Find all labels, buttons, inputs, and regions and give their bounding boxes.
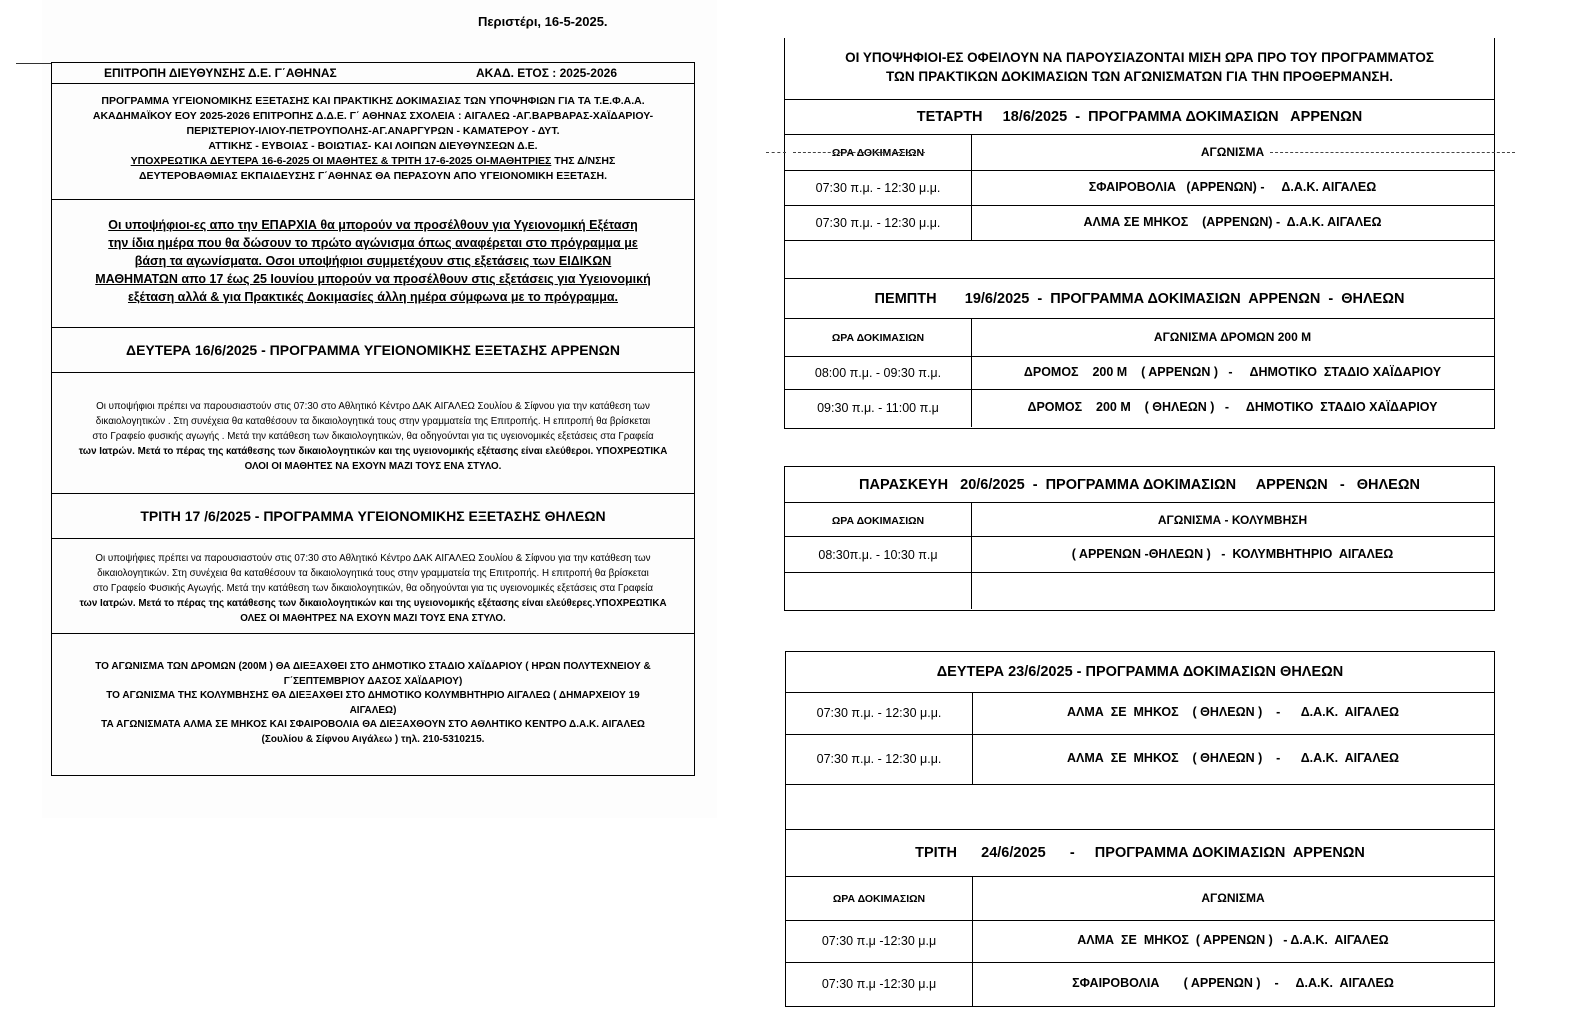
notice-line: Οι υποψήφιοι-ες απο την ΕΠΑΡΧΙΑ θα μπορούν να προσέλθουν για Υγειονομική Εξέταση: [108, 218, 638, 232]
instruction-line: ΟΛΕΣ ΟΙ ΜΑΘΗΤΡΕΣ ΝΑ ΕΧΟΥΝ ΜΑΖΙ ΤΟΥΣ ΕΝΑ ΣΤΥΛΟ.: [240, 613, 506, 624]
spacer-row: [786, 785, 1494, 830]
instruction-line: των Ιατρών. Μετά το πέρας της κατάθεσης των δικαιολογητικών και της υγειονομικής εξέτασης είναι ελεύθερες.ΥΠΟΧΡΕΩΤΙΚΑ: [79, 598, 667, 609]
instruction-line: των Ιατρών. Μετά το πέρας της κατάθεσης των δικαιολογητικών και της υγειονομικής εξέτασης είναι ελεύθεροι. ΥΠΟΧΡΕΩΤΙΚΑ: [78, 446, 668, 457]
tuesday-health-title: ΤΡΙΤΗ 17 /6/2025 - ΠΡΟΓΡΑΜΜΑ ΥΓΕΙΟΝΟΜΙΚΗΣ ΕΞΕΤΑΣΗΣ ΘΗΛΕΩΝ: [52, 494, 694, 539]
tuesday-24-header-row: [786, 877, 1494, 921]
row-event: ( ΑΡΡΕΝΩΝ -ΘΗΛΕΩΝ ) - ΚΟΛΥΜΒΗΤΗΡΙΟ ΑΙΓΑΛΕΩ: [1071, 547, 1394, 561]
header-event: ΑΓΩΝΙΣΜΑ: [1200, 145, 1265, 159]
venue-line: (Σουλίου & Σίφνου Αιγάλεω ) τηλ. 210-5310215.: [261, 733, 485, 745]
notice-line: ΜΑΘΗΜΑΤΩΝ απο 17 έως 25 Ιουνίου μπορούν να προσέλθουν στις εξετάσεις για Υγειονομική: [95, 272, 651, 286]
row-time: 07:30 π.μ. - 12:30 μ.μ.: [815, 216, 941, 230]
monday-instructions: [52, 373, 694, 494]
row-time: 08:30π.μ. - 10:30 π.μ: [818, 548, 938, 562]
header-time: ΩΡΑ ΔΟΚΙΜΑΣΙΩΝ: [831, 147, 925, 159]
venue-line: ΑΙΓΑΛΕΩ): [349, 704, 397, 716]
venue-line: ΤΟ ΑΓΩΝΙΣΜΑ ΤΩΝ ΔΡΟΜΩΝ (200Μ ) ΘΑ ΔΙΕΞΑΧΘΕΙ ΣΤΟ ΔΗΜΟΤΙΚΟ ΣΤΑΔΙΟ ΧΑΪΔΑΡΙΟΥ ( ΗΡΩΝ ΠΟΛΥΤΕΧΝΕΙΟΥ &: [95, 661, 651, 672]
header-event: ΑΓΩΝΙΣΜΑ - ΚΟΛΥΜΒΗΣΗ: [1157, 513, 1308, 527]
mandatory-line: [52, 154, 694, 169]
row-event: ΑΛΜΑ ΣΕ ΜΗΚΟΣ ( ΘΗΛΕΩΝ ) - Δ.Α.Κ. ΑΙΓΑΛΕΩ: [1066, 751, 1400, 765]
mandatory-underlined: ΥΠΟΧΡΕΩΤΙΚΑ ΔΕΥΤΕΡΑ 16-6-2025 ΟΙ ΜΑΘΗΤΕΣ & ΤΡΙΤΗ 17-6-2025 ΟΙ-ΜΑΘΗΤΡΙΕΣ: [130, 155, 552, 167]
row-event: ΔΡΟΜΟΣ 200 Μ ( ΘΗΛΕΩΝ ) - ΔΗΜΟΤΙΚΟ ΣΤΑΔΙΟ ΧΑΪΔΑΡΙΟΥ: [1027, 400, 1438, 414]
row-event: ΣΦΑΙΡΟΒΟΛΙΑ (ΑΡΡΕΝΩΝ) - Δ.Α.Κ. ΑΙΓΑΛΕΩ: [1088, 180, 1377, 194]
committee-header-row: [52, 63, 694, 84]
instruction-line: στο Γραφείο Φυσικής Αγωγής. Μετά την κατάθεση των δικαιολογητικών, θα οδηγούνται για τις υγειονομικές εξετάσεις στα Γραφεία: [92, 583, 654, 594]
instruction-line: Οι υποψήφιες πρέπει να παρουσιαστούν στις 07:30 στο Αθλητικό Κέντρο ΔΑΚ ΑΙΓΑΛΕΩ Σουλίου & Σίφνου για την κατάθεση των: [95, 553, 651, 564]
thursday-title: ΠΕΜΠΤΗ 19/6/2025 - ΠΡΟΓΡΑΜΜΑ ΔΟΚΙΜΑΣΙΩΝ ΑΡΡΕΝΩΝ - ΘΗΛΕΩΝ: [785, 279, 1494, 319]
program-line: ΠΕΡΙΣΤΕΡΙΟΥ-ΙΛΙΟΥ-ΠΕΤΡΟΥΠΟΛΗΣ-ΑΓ.ΑΝΑΡΓΥΡΩΝ - ΚΑΜΑΤΕΡΟΥ - ΔΥΤ.: [186, 125, 560, 137]
wednesday-header-row: [785, 135, 1494, 171]
row-event: ΑΛΜΑ ΣΕ ΜΗΚΟΣ (ΑΡΡΕΝΩΝ) - Δ.Α.Κ. ΑΙΓΑΛΕΩ: [1083, 215, 1382, 229]
venues-note: [52, 634, 694, 774]
friday-empty-row: [785, 573, 1494, 609]
spacer-row: [785, 241, 1494, 279]
thursday-row-2: [785, 390, 1494, 427]
header-time: ΩΡΑ ΔΟΚΙΜΑΣΙΩΝ: [832, 893, 926, 905]
margin-dash: [766, 152, 786, 153]
mandatory-rest: ΤΗΣ Δ/ΝΣΗΣ: [551, 155, 616, 167]
header-time: ΩΡΑ ΔΟΚΙΜΑΣΙΩΝ: [831, 332, 925, 344]
wednesday-title: ΤΕΤΑΡΤΗ 18/6/2025 - ΠΡΟΓΡΑΜΜΑ ΔΟΚΙΜΑΣΙΩΝ ΑΡΡΕΝΩΝ: [785, 100, 1494, 135]
notice-line: εξέταση αλλά & για Πρακτικές Δοκιμασίες άλλη ημέρα σύμφωνα με το πρόγραμμα.: [127, 290, 619, 304]
notice-line: βάση τα αγωνίσματα. Οσοι υποψήφιοι συμμετέχουν στις εξετάσεις των ΕΙΔΙΚΩΝ: [134, 254, 612, 268]
row-event: ΑΛΜΑ ΣΕ ΜΗΚΟΣ ( ΘΗΛΕΩΝ ) - Δ.Α.Κ. ΑΙΓΑΛΕΩ: [1066, 705, 1400, 719]
notice-line: την ίδια ημέρα που θα δώσουν το πρώτο αγώνισμα όπως αναφέρεται στο πρόγραμμα με: [108, 236, 638, 250]
row-time: 07:30 π.μ. - 12:30 μ.μ.: [815, 181, 941, 195]
program-description: [52, 84, 694, 200]
thursday-header-row: [785, 319, 1494, 357]
warmup-notice: [785, 38, 1494, 100]
document-date: Περιστέρι, 16-5-2025.: [478, 14, 608, 29]
header-event: ΑΓΩΝΙΣΜΑ ΔΡΟΜΩΝ 200 Μ: [1153, 330, 1312, 344]
tuesday-24-title: ΤΡΙΤΗ 24/6/2025 - ΠΡΟΓΡΑΜΜΑ ΔΟΚΙΜΑΣΙΩΝ ΑΡΡΕΝΩΝ: [786, 830, 1494, 877]
program-line: ΑΚΑΔΗΜΑΪΚΟΥ ΕΟΥ 2025-2026 ΕΠΙΤΡΟΠΗΣ Δ.Δ.Ε. Γ΄ ΑΘΗΝΑΣ ΣΧΟΛΕΙΑ : ΑΙΓΑΛΕΩ -ΑΓ.ΒΑΡΒΑΡΑΣ-ΧΑΪΔΑΡΙΟΥ-: [92, 110, 654, 122]
friday-header-row: [785, 503, 1494, 537]
monday-health-title: ΔΕΥΤΕΡΑ 16/6/2025 - ΠΡΟΓΡΑΜΜΑ ΥΓΕΙΟΝΟΜΙΚΗΣ ΕΞΕΤΑΣΗΣ ΑΡΡΕΝΩΝ: [52, 328, 694, 373]
header-time: ΩΡΑ ΔΟΚΙΜΑΣΙΩΝ: [831, 515, 925, 527]
row-time: 08:00 π.μ. - 09:30 π.μ.: [814, 366, 942, 380]
instruction-line: Οι υποψήφιοι πρέπει να παρουσιαστούν στις 07:30 στο Αθλητικό Κέντρο ΔΑΚ ΑΙΓΑΛΕΩ Σουλίου & Σίφνου για την κατάθεση των: [96, 401, 650, 412]
tuesday-24-row-1: [786, 921, 1494, 963]
instruction-line: ΟΛΟΙ ΟΙ ΜΑΘΗΤΕΣ ΝΑ ΕΧΟΥΝ ΜΑΖΙ ΤΟΥΣ ΕΝΑ ΣΤΥΛΟ.: [244, 461, 502, 472]
monday-23-title: ΔΕΥΤΕΡΑ 23/6/2025 - ΠΡΟΓΡΑΜΜΑ ΔΟΚΙΜΑΣΙΩΝ ΘΗΛΕΩΝ: [786, 652, 1494, 693]
instruction-line: δικαιολογητικών . Στη συνέχεια θα καταθέσουν τα δικαιολογητικά τους στην γραμματεία της Επιτροπής. Η επιτροπή θα βρίσκεται: [95, 416, 651, 427]
monday-23-row-2: [786, 735, 1494, 785]
mandatory-line-2: ΔΕΥΤΕΡΟΒΑΘΜΙΑΣ ΕΚΠΑΙΔΕΥΣΗΣ Γ΄ΑΘΗΝΑΣ ΘΑ ΠΕΡΑΣΟΥΝ ΑΠΟ ΥΓΕΙΟΝΟΜΙΚΗ ΕΞΕΤΑΣΗ.: [138, 170, 608, 182]
header-event: ΑΓΩΝΙΣΜΑ: [1201, 891, 1265, 905]
thursday-row-1: [785, 357, 1494, 390]
row-time: 09:30 π.μ. - 11:00 π.μ: [817, 401, 939, 415]
left-announcement-box: [51, 62, 695, 776]
wednesday-row-1: [785, 171, 1494, 206]
schedule-table-mon-tue: [785, 651, 1495, 1007]
column-divider: [971, 573, 972, 609]
academic-year: ΑΚΑΔ. ΕΤΟΣ : 2025-2026: [476, 66, 617, 80]
schedule-table-fri: [784, 466, 1495, 611]
schedule-table-wed-thu: [784, 38, 1495, 429]
instruction-line: στο Γραφείο φυσικής αγωγής . Μετά την κατάθεση των δικαιολογητικών, θα οδηγούνται για τις υγειονομικές εξετάσεις στα Γραφεία: [92, 431, 654, 442]
program-line: ΠΡΟΓΡΑΜΜΑ ΥΓΕΙΟΝΟΜΙΚΗΣ ΕΞΕΤΑΣΗΣ ΚΑΙ ΠΡΑΚΤΙΚΗΣ ΔΟΚΙΜΑΣΙΑΣ ΤΩΝ ΥΠΟΨΗΦΙΩΝ ΓΙΑ ΤΑ Τ.Ε.Φ.Α.Α.: [101, 95, 645, 107]
program-line: ΑΤΤΙΚΗΣ - ΕΥΒΟΙΑΣ - ΒΟΙΩΤΙΑΣ- ΚΑΙ ΛΟΙΠΩΝ ΔΙΕΥΘΥΝΣΕΩΝ Δ.Ε.: [208, 140, 538, 152]
row-time: 07:30 π.μ. - 12:30 μ.μ.: [816, 706, 942, 720]
venue-line: ΤΑ ΑΓΩΝΙΣΜΑΤΑ ΑΛΜΑ ΣΕ ΜΗΚΟΣ ΚΑΙ ΣΦΑΙΡΟΒΟΛΙΑ ΘΑ ΔΙΕΞΑΧΘΟΥΝ ΣΤΟ ΑΘΛΗΤΙΚΟ ΚΕΝΤΡΟ Δ.Α.Κ. ΑΙΓΑΛΕΩ: [101, 719, 645, 730]
committee-name: ΕΠΙΤΡΟΠΗ ΔΙΕΥΘΥΝΣΗΣ Δ.Ε. Γ΄ΑΘΗΝΑΣ: [104, 66, 337, 80]
row-time: 07:30 π.μ. - 12:30 μ.μ.: [816, 752, 942, 766]
tuesday-instructions: [52, 539, 694, 634]
tuesday-24-row-2: [786, 963, 1494, 1006]
monday-23-row-1: [786, 693, 1494, 735]
header-dash: [793, 152, 925, 153]
row-event: ΣΦΑΙΡΟΒΟΛΙΑ ( ΑΡΡΕΝΩΝ ) - Δ.Α.Κ. ΑΙΓΑΛΕΩ: [1072, 976, 1394, 990]
venue-line: Γ΄ΣΕΠΤΕΜΒΡΙΟΥ ΔΑΣΟΣ ΧΑΪΔΑΡΙΟΥ): [283, 675, 463, 687]
row-time: 07:30 π.μ -12:30 μ.μ: [821, 977, 937, 991]
friday-row-1: [785, 537, 1494, 573]
row-time: 07:30 π.μ -12:30 μ.μ: [821, 934, 937, 948]
venue-line: ΤΟ ΑΓΩΝΙΣΜΑ ΤΗΣ ΚΟΛΥΜΒΗΣΗΣ ΘΑ ΔΙΕΞΑΧΘΕΙ ΣΤΟ ΔΗΜΟΤΙΚΟ ΚΟΛΥΜΒΗΤΗΡΙΟ ΑΙΓΑΛΕΩ ( ΔΗΜΑΡΧΕΙΟΥ 19: [106, 690, 640, 701]
row-event: ΔΡΟΜΟΣ 200 Μ ( ΑΡΡΕΝΩΝ ) - ΔΗΜΟΤΙΚΟ ΣΤΑΔΙΟ ΧΑΪΔΑΡΙΟΥ: [1023, 365, 1442, 379]
margin-rule: [16, 63, 52, 64]
row-event: ΑΛΜΑ ΣΕ ΜΗΚΟΣ ( ΑΡΡΕΝΩΝ ) - Δ.Α.Κ. ΑΙΓΑΛΕΩ: [1077, 933, 1389, 947]
wednesday-row-2: [785, 206, 1494, 241]
header-dash: [1270, 152, 1515, 153]
instruction-line: δικαιολογητικών. Στη συνέχεια θα καταθέσουν τα δικαιολογητικά τους στην γραμματεία της Επιτροπής. Η επιτροπή θα βρίσκεται: [97, 568, 649, 579]
province-notice: [52, 200, 694, 328]
friday-title: ΠΑΡΑΣΚΕΥΗ 20/6/2025 - ΠΡΟΓΡΑΜΜΑ ΔΟΚΙΜΑΣΙΩΝ ΑΡΡΕΝΩΝ - ΘΗΛΕΩΝ: [785, 467, 1494, 503]
warmup-line: ΤΩΝ ΠΡΑΚΤΙΚΩΝ ΔΟΚΙΜΑΣΙΩΝ ΤΩΝ ΑΓΩΝΙΣΜΑΤΩΝ ΓΙΑ ΤΗΝ ΠΡΟΘΕΡΜΑΝΣΗ.: [886, 69, 1393, 84]
warmup-line: ΟΙ ΥΠΟΨΗΦΙΟΙ-ΕΣ ΟΦΕΙΛΟΥΝ ΝΑ ΠΑΡΟΥΣΙΑΖΟΝΤΑΙ ΜΙΣΗ ΩΡΑ ΠΡΟ ΤΟΥ ΠΡΟΓΡΑΜΜΑΤΟΣ: [845, 50, 1434, 65]
